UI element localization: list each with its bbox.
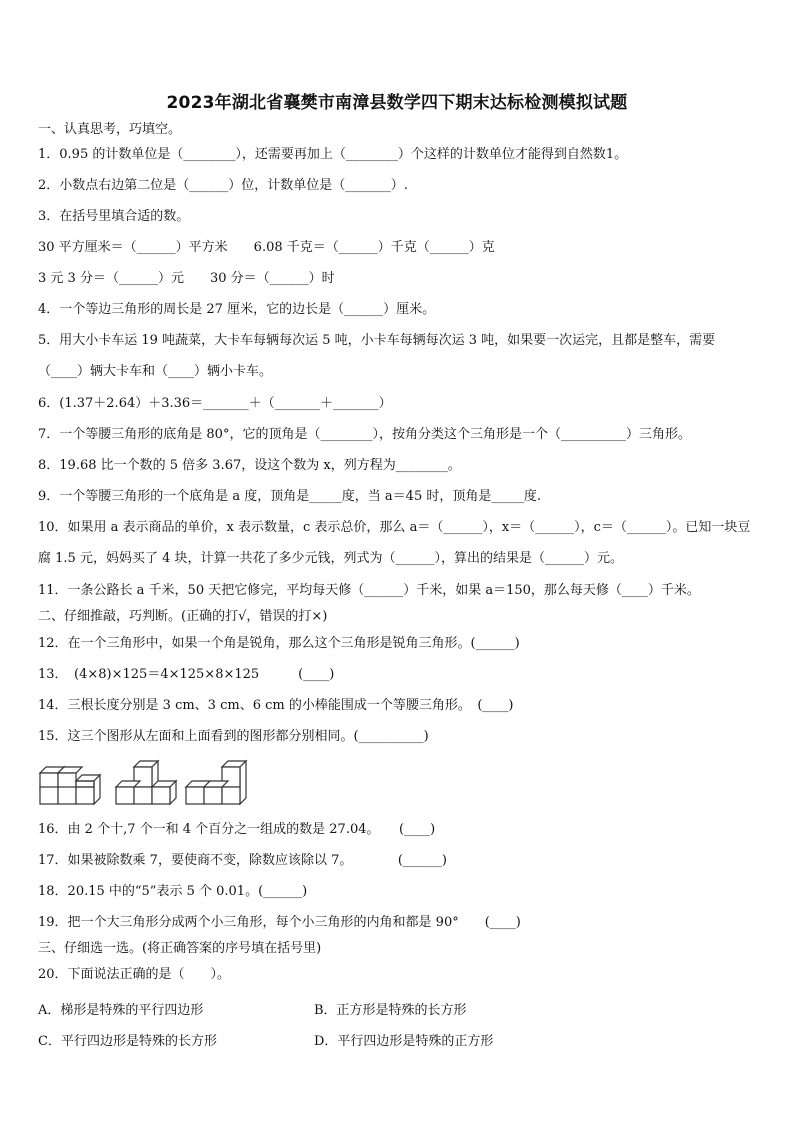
question-13: 13． (4×8)×125＝4×125×8×125 (____)	[38, 667, 335, 682]
cube-figures	[36, 757, 256, 807]
option-a: A．梯形是特殊的平行四边形	[38, 1003, 204, 1018]
option-c: C．平行四边形是特殊的长方形	[38, 1034, 217, 1049]
question-3-line-2: 3 元 3 分＝（______）元 30 分＝（______）时	[38, 271, 335, 286]
question-3-line-1: 30 平方厘米＝（______）平方米 6.08 千克＝（______）千克（______）克	[38, 240, 495, 255]
section-heading-fill: 一、认真思考，巧填空。	[38, 122, 182, 137]
question-16: 16．由 2 个十,7 个一和 4 个百分之一组成的数是 27.04。 (____)	[38, 822, 436, 837]
question-14: 14．三根长度分别是 3 cm、3 cm、6 cm 的小棒能围成一个等腰三角形。 (____)	[38, 698, 514, 713]
section-heading-judge: 二、仔细推敲，巧判断。(正确的打√，错误的打×)	[38, 609, 328, 624]
question-1: 1．0.95 的计数单位是（________），还需要再加上（________）个这样的计数单位才能得到自然数1。	[38, 147, 628, 162]
question-9: 9．一个等腰三角形的一个底角是 a 度，顶角是_____度，当 a＝45 时，顶角是_____度.	[38, 489, 541, 504]
question-19: 19．把一个大三角形分成两个小三角形，每个小三角形的内角和都是 90° (____)	[38, 915, 521, 930]
option-b: B．正方形是特殊的长方形	[314, 1003, 467, 1018]
cube-figure-2	[116, 761, 176, 804]
question-2: 2．小数点右边第二位是（______）位，计数单位是（_______）.	[38, 178, 408, 193]
question-5: 5．用大小卡车运 19 吨蔬菜，大卡车每辆每次运 5 吨，小卡车每辆每次运 3 吨，如果要一次运完，且都是整车，需要（____）辆大卡车和（____）辆小卡车。	[38, 333, 716, 379]
question-17: 17．如果被除数乘 7，要使商不变，除数应该除以 7。 (______)	[38, 853, 447, 868]
question-15: 15．这三个图形从左面和上面看到的图形都分别相同。(__________)	[38, 729, 429, 744]
question-11: 11．一条公路长 a 千米，50 天把它修完，平均每天修（______）千米，如果 a＝150，那么每天修（____）千米。	[38, 583, 700, 598]
exam-title: 2023年湖北省襄樊市南漳县数学四下期末达标检测模拟试题	[166, 93, 628, 113]
question-7: 7．一个等腰三角形的底角是 80°，它的顶角是（________），按角分类这个三角形是一个（__________）三角形。	[38, 427, 691, 442]
question-20: 20．下面说法正确的是（ ）。	[38, 967, 231, 982]
section-heading-choose: 三、仔细选一选。(将正确答案的序号填在括号里)	[38, 941, 322, 956]
question-8: 8．19.68 比一个数的 5 倍多 3.67，设这个数为 x，列方程为________。	[38, 458, 461, 473]
question-4: 4．一个等边三角形的周长是 27 厘米，它的边长是（______）厘米。	[38, 302, 436, 317]
cube-figure-1	[40, 767, 100, 804]
question-3: 3．在括号里填合适的数。	[38, 209, 190, 224]
question-18: 18．20.15 中的“5”表示 5 个 0.01。(______)	[38, 884, 308, 899]
question-10: 10．如果用 a 表示商品的单价，x 表示数量，c 表示总价，那么 a＝（______），x＝（______），c＝（______）。已知一块豆腐 1.5 元，妈妈买了 4 块，计算一共花了多少元钱，列式为（______），算出的结果是（______）元。	[38, 520, 751, 566]
question-12: 12．在一个三角形中，如果一个角是锐角，那么这个三角形是锐角三角形。(______)	[38, 636, 520, 651]
question-6: 6．(1.37＋2.64）＋3.36＝_______＋（_______＋_______）	[38, 396, 392, 411]
option-d: D．平行四边形是特殊的正方形	[314, 1034, 494, 1049]
cube-figure-3	[186, 761, 246, 804]
